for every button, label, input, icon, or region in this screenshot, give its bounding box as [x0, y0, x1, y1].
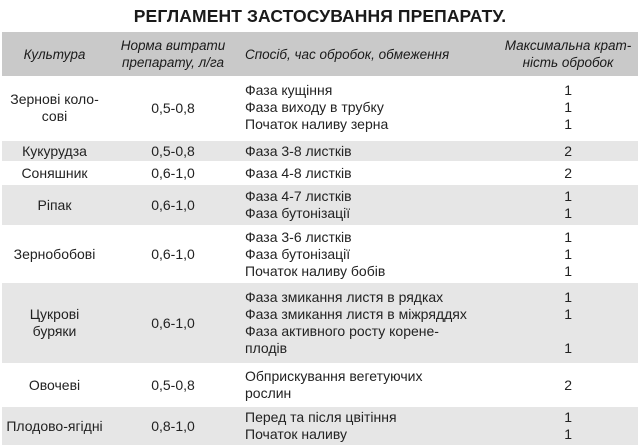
- cell-crop: [2, 226, 107, 282]
- method-line: Фаза бутонізації: [245, 205, 351, 221]
- table-row: [2, 76, 638, 140]
- cell-crop: [2, 162, 107, 184]
- cell-multiplicity: [498, 162, 638, 184]
- method-line: Початок наливу: [245, 426, 348, 442]
- header-crop: Культура: [2, 32, 107, 76]
- multiplicity-value: 1: [564, 188, 572, 204]
- crop-name-line: сові: [41, 107, 68, 124]
- multiplicity-value: 1: [564, 340, 572, 356]
- cell-multiplicity: [498, 406, 638, 446]
- crop-name-line: Зернові коло-: [10, 90, 99, 107]
- cell-method: [239, 162, 498, 184]
- table-row: [2, 140, 638, 162]
- cell-rate: 0,6-1,0: [107, 162, 239, 184]
- cell-method: [239, 184, 498, 226]
- method-line: Фаза виходу в трубку: [245, 99, 384, 115]
- crop-name-line: Цукрові: [29, 306, 80, 322]
- table-row: [2, 282, 638, 364]
- multiplicity-value: [498, 323, 572, 340]
- cell-multiplicity: [498, 184, 638, 226]
- method-line: Фаза кущіння: [245, 82, 333, 98]
- multiplicity-value: 1: [564, 289, 572, 305]
- multiplicity-value: 2: [564, 164, 572, 181]
- method-line: Перед та після цвітіння: [245, 409, 397, 425]
- multiplicity-value: 1: [564, 426, 572, 442]
- crop-name-line: Кукурудза: [22, 142, 87, 159]
- crop-name-line: буряки: [32, 323, 77, 339]
- crop-name-line: Зернобобові: [13, 245, 96, 262]
- multiplicity-value: 1: [564, 245, 572, 262]
- cell-method: [239, 76, 498, 140]
- cell-crop: [2, 406, 107, 446]
- table-row: [2, 364, 638, 406]
- method-line: Фаза змикання листя в міжряддях: [245, 306, 467, 322]
- header-multiplicity: [498, 32, 638, 76]
- cell-rate: 0,6-1,0: [107, 282, 239, 364]
- multiplicity-value: 1: [564, 99, 572, 115]
- cell-multiplicity: [498, 76, 638, 140]
- method-line: Фаза змикання листя в рядках: [245, 289, 444, 305]
- crop-name-line: Соняшник: [21, 164, 88, 181]
- header-mult-line: Максимальна крат-: [504, 38, 632, 53]
- method-line: Обприскування вегетуючих: [245, 368, 423, 384]
- cell-rate: 0,6-1,0: [107, 226, 239, 282]
- header-rate-line: препарату, л/га: [121, 55, 225, 70]
- cell-rate: 0,6-1,0: [107, 184, 239, 226]
- method-line: плодів: [245, 340, 288, 356]
- multiplicity-value: 1: [564, 262, 572, 279]
- page-title: РЕГЛАМЕНТ ЗАСТОСУВАННЯ ПРЕПАРАТУ.: [133, 6, 507, 26]
- method-line: Фаза 4-8 листків: [245, 164, 352, 181]
- multiplicity-value: 1: [564, 228, 572, 245]
- crop-name-line: Ріпак: [37, 196, 72, 213]
- multiplicity-value: 2: [564, 142, 572, 159]
- cell-rate: 0,8-1,0: [107, 406, 239, 446]
- cell-crop: [2, 184, 107, 226]
- crop-name-line: Овочеві: [28, 376, 81, 393]
- cell-method: [239, 282, 498, 364]
- method-line: Початок наливу зерна: [245, 116, 389, 132]
- cell-rate: 0,5-0,8: [107, 140, 239, 162]
- table-header-row: [2, 32, 638, 76]
- cell-multiplicity: [498, 364, 638, 406]
- cell-crop: [2, 140, 107, 162]
- header-mult-line: ність обробок: [522, 55, 614, 70]
- method-line: Фаза бутонізації: [245, 245, 351, 262]
- table-row: [2, 406, 638, 446]
- method-line: рослин: [245, 385, 292, 401]
- multiplicity-value: 1: [564, 205, 572, 221]
- header-rate: [107, 32, 239, 76]
- table-row: [2, 226, 638, 282]
- cell-rate: 0,5-0,8: [107, 364, 239, 406]
- cell-method: [239, 140, 498, 162]
- method-line: Початок наливу бобів: [245, 262, 386, 279]
- multiplicity-value: 1: [564, 116, 572, 132]
- method-line: Фаза 4-7 листків: [245, 188, 352, 204]
- method-line: Фаза 3-8 листків: [245, 142, 352, 159]
- cell-crop: [2, 76, 107, 140]
- header-method: Спосіб, час обробок, обмеження: [239, 32, 498, 76]
- table-row: [2, 184, 638, 226]
- multiplicity-value: 1: [564, 409, 572, 425]
- cell-rate: 0,5-0,8: [107, 76, 239, 140]
- multiplicity-value: 1: [564, 306, 572, 322]
- header-rate-line: Норма витрати: [120, 38, 226, 53]
- regulation-table: [2, 32, 638, 447]
- cell-method: [239, 226, 498, 282]
- cell-multiplicity: [498, 140, 638, 162]
- table-row: [2, 162, 638, 184]
- cell-multiplicity: [498, 282, 638, 364]
- method-line: Фаза активного росту корене-: [245, 323, 439, 339]
- method-line: Фаза 3-6 листків: [245, 228, 352, 245]
- cell-crop: [2, 282, 107, 364]
- cell-method: [239, 364, 498, 406]
- cell-multiplicity: [498, 226, 638, 282]
- cell-crop: [2, 364, 107, 406]
- multiplicity-value: 2: [564, 376, 572, 393]
- cell-method: [239, 406, 498, 446]
- crop-name-line: Плодово-ягідні: [6, 417, 103, 434]
- multiplicity-value: 1: [564, 82, 572, 98]
